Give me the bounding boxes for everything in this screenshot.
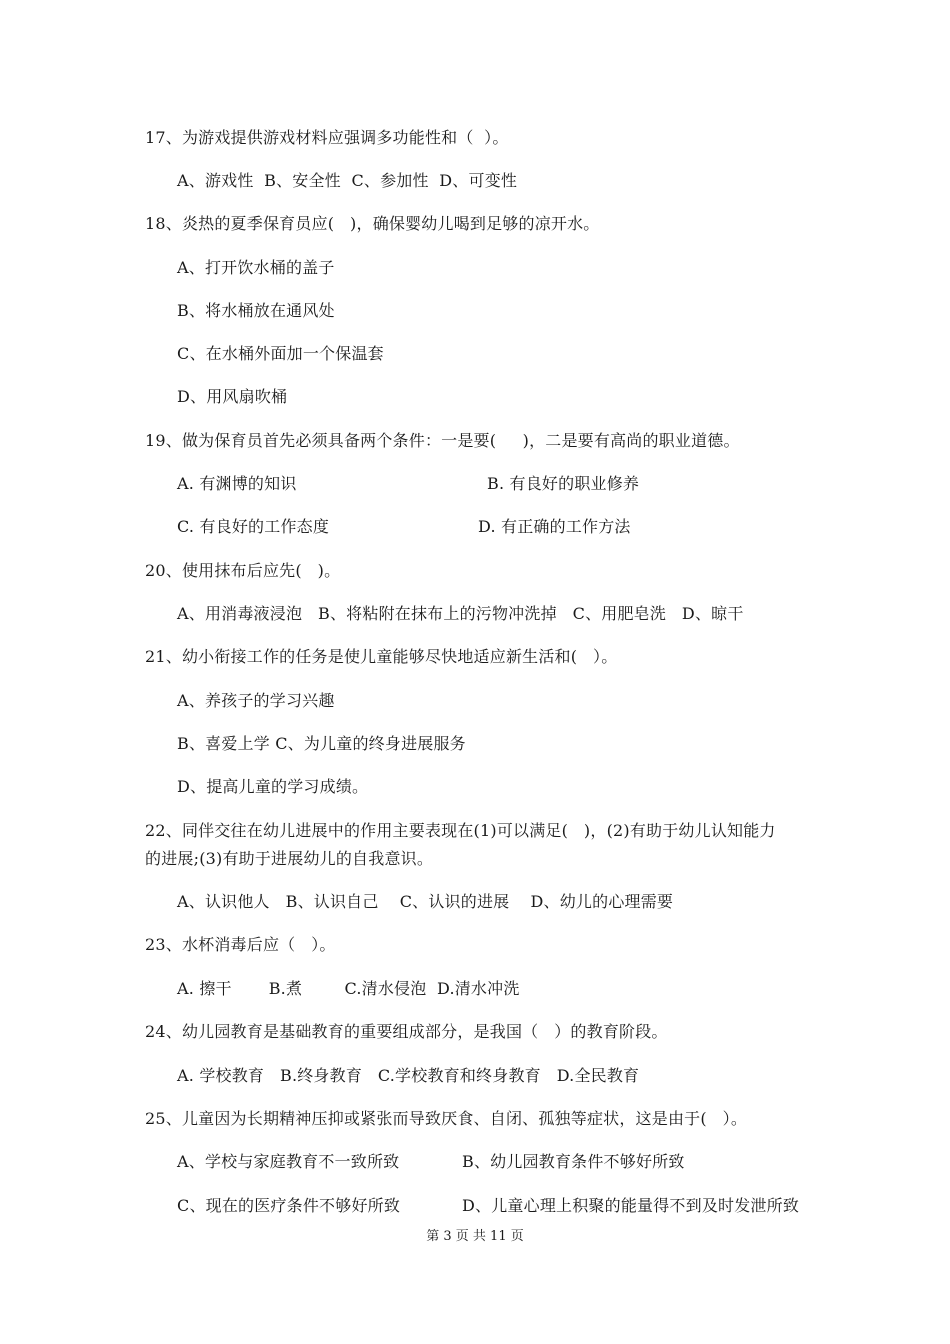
question-17-stem: 17、为游戏提供游戏材料应强调多功能性和（ ）。 xyxy=(145,128,509,147)
question-19-option-b: B. 有良好的职业修养 xyxy=(487,474,640,493)
question-19-option-a: A. 有渊博的知识 xyxy=(177,474,297,493)
page-footer: 第 3 页 共 11 页 xyxy=(426,1229,524,1244)
question-25-stem: 25、儿童因为长期精神压抑或紧张而导致厌食、自闭、孤独等症状，这是由于( ）。 xyxy=(145,1109,748,1128)
question-19-option-d: D. 有正确的工作方法 xyxy=(478,517,631,536)
question-22-stem: 22、同伴交往在幼儿进展中的作用主要表现在(1)可以满足( )，(2)有助于幼儿认知能力 xyxy=(145,821,776,840)
question-24-options: A. 学校教育 B.终身教育 C.学校教育和终身教育 D.全民教育 xyxy=(177,1066,640,1085)
question-21-option-bc: B、喜爱上学 C、为儿童的终身进展服务 xyxy=(177,734,466,753)
question-18-stem: 18、炎热的夏季保育员应( )，确保婴幼儿喝到足够的凉开水。 xyxy=(145,214,600,233)
question-18-option-c: C、在水桶外面加一个保温套 xyxy=(177,344,384,363)
question-18-option-a: A、打开饮水桶的盖子 xyxy=(177,258,335,277)
question-24-stem: 24、幼儿园教育是基础教育的重要组成部分，是我国（ ）的教育阶段。 xyxy=(145,1022,668,1041)
question-17-options: A、游戏性 B、安全性 C、参加性 D、可变性 xyxy=(177,171,518,190)
question-22-options: A、认识他人 B、认识自己 C、认识的进展 D、幼儿的心理需要 xyxy=(177,892,674,911)
question-20-stem: 20、使用抹布后应先( )。 xyxy=(145,561,341,580)
question-25-option-a: A、学校与家庭教育不一致所致 xyxy=(177,1152,400,1171)
question-18-option-b: B、将水桶放在通风处 xyxy=(177,301,335,320)
question-25-option-d: D、儿童心理上积聚的能量得不到及时发泄所致 xyxy=(462,1196,800,1215)
question-18-option-d: D、用风扇吹桶 xyxy=(177,387,288,406)
question-23-stem: 23、水杯消毒后应（ ）。 xyxy=(145,935,336,954)
question-21-option-d: D、提高儿童的学习成绩。 xyxy=(177,777,369,796)
question-22-stem-continued: 的进展;(3)有助于进展幼儿的自我意识。 xyxy=(145,849,434,868)
question-25-option-c: C、现在的医疗条件不够好所致 xyxy=(177,1196,401,1215)
question-19-stem: 19、做为保育员首先必须具备两个条件：一是要( )，二是要有高尚的职业道德。 xyxy=(145,431,740,450)
question-19-option-c: C. 有良好的工作态度 xyxy=(177,517,330,536)
question-21-option-a: A、养孩子的学习兴趣 xyxy=(177,691,335,710)
question-25-option-b: B、幼儿园教育条件不够好所致 xyxy=(462,1152,685,1171)
question-21-stem: 21、幼小衔接工作的任务是使儿童能够尽快地适应新生活和( ）。 xyxy=(145,647,618,666)
question-23-options: A. 擦干 B.煮 C.清水侵泡 D.清水冲洗 xyxy=(177,979,520,998)
question-20-options: A、用消毒液浸泡 B、将粘附在抹布上的污物冲洗掉 C、用肥皂洗 D、晾干 xyxy=(177,604,744,623)
